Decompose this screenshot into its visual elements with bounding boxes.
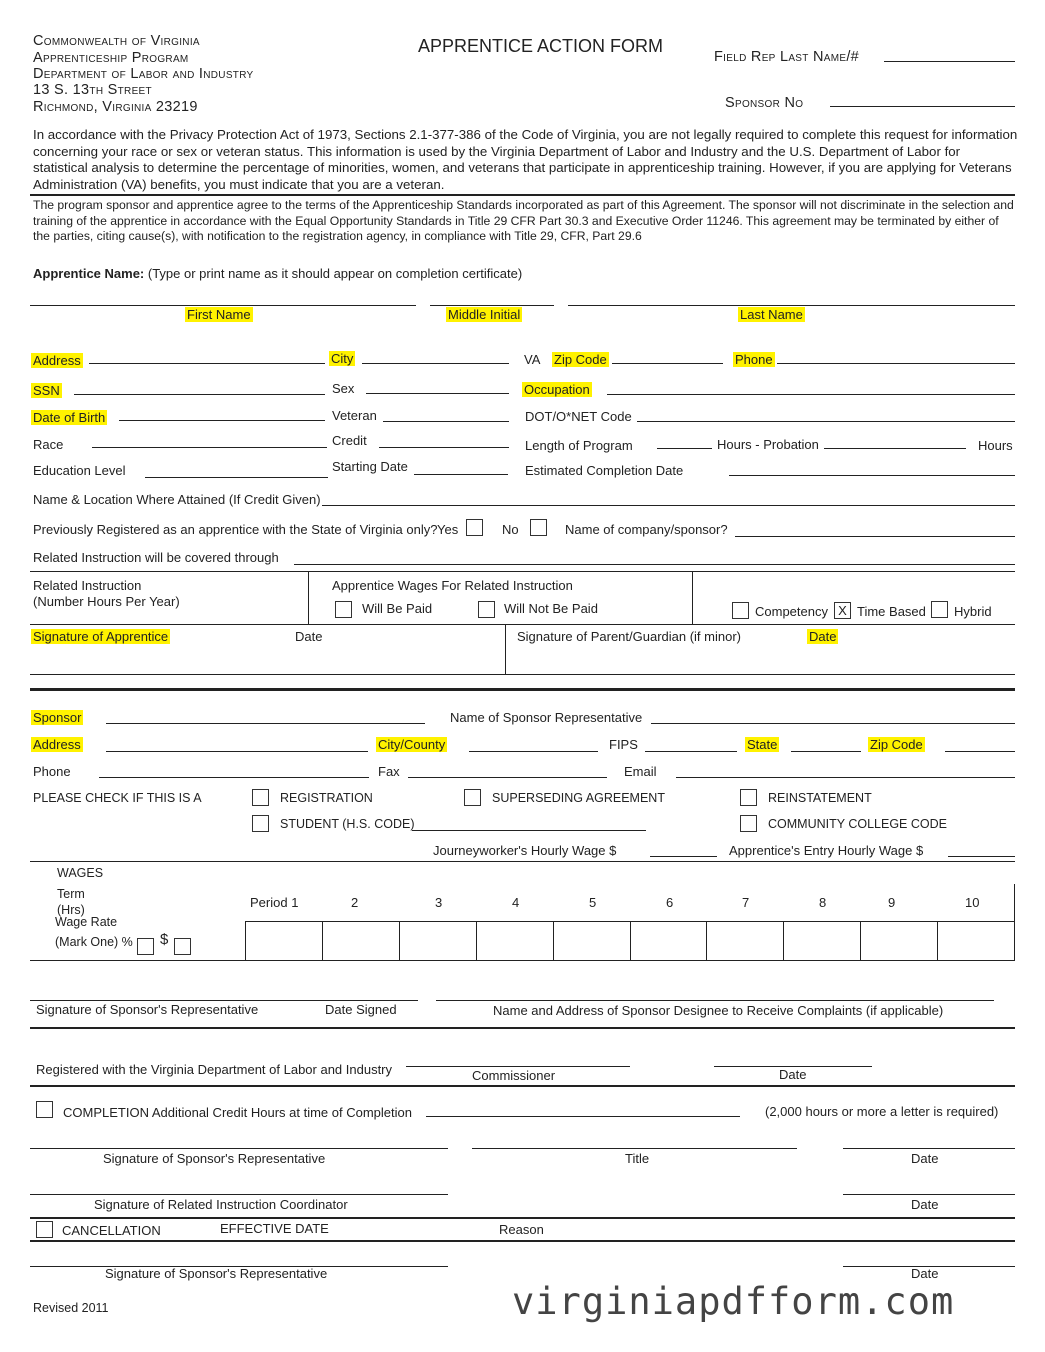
zip-input[interactable]	[612, 363, 723, 364]
wage-cell-divider	[245, 921, 246, 960]
agency-line-1: Commonwealth of Virginia	[33, 33, 200, 49]
box-divider-2	[692, 572, 693, 624]
ri-coordinator-label: Signature of Related Instruction Coordinator	[94, 1197, 348, 1212]
sponsor-phone-input[interactable]	[99, 777, 369, 778]
apprentice-name-title: Apprentice Name:	[33, 266, 145, 281]
wage-row-bottom	[30, 960, 1015, 961]
sponsor-zip-input[interactable]	[945, 751, 1015, 752]
mark-one-label: (Mark One) %	[55, 935, 133, 949]
dot-label: DOT/O*NET Code	[525, 409, 632, 424]
city-label: City	[331, 351, 354, 366]
sponsor-address-label: Address	[33, 737, 81, 752]
check-if-label: PLEASE CHECK IF THIS IS A	[33, 791, 202, 805]
sig-parent-label: Signature of Parent/Guardian (if minor)	[517, 629, 741, 644]
race-label: Race	[33, 437, 64, 452]
will-not-be-paid-label: Will Not Be Paid	[504, 601, 598, 616]
fax-input[interactable]	[408, 777, 607, 778]
period-7-label: 7	[742, 895, 750, 910]
commissioner-date-label: Date	[779, 1067, 807, 1082]
sponsor-no-input[interactable]	[830, 106, 1015, 107]
rep-name-input[interactable]	[651, 723, 1015, 724]
dollar-checkbox[interactable]	[174, 938, 191, 955]
last-name-label: Last Name	[740, 307, 803, 322]
est-completion-input[interactable]	[729, 475, 1015, 476]
sig-parent-date-label: Date	[809, 629, 837, 644]
hours-probation-label: Hours - Probation	[717, 437, 819, 452]
student-code-input[interactable]	[412, 830, 646, 831]
entry-wage-label: Apprentice's Entry Hourly Wage $	[729, 843, 924, 858]
completion-title-line[interactable]	[472, 1148, 797, 1149]
city-county-label: City/County	[378, 737, 446, 752]
veteran-label: Veteran	[332, 408, 377, 423]
wage-cell-divider	[937, 921, 938, 960]
period-2-label: 2	[351, 895, 359, 910]
period-9-label: 9	[888, 895, 896, 910]
wage-cell-divider	[476, 921, 477, 960]
wage-cell-divider	[322, 921, 323, 960]
sponsor-address-input[interactable]	[106, 751, 368, 752]
time-based-checkbox[interactable]: X	[834, 602, 851, 619]
date-signed-label: Date Signed	[325, 1002, 397, 1017]
percent-checkbox[interactable]	[137, 938, 154, 955]
apprentice-name-label	[33, 266, 522, 281]
agreement-notice: The program sponsor and apprentice agree to the terms of the Apprenticeship Standards incorporated as part of this Agreement. The sponsor will not discriminate in the selection and training of the apprentice in accordance with the Equal Opportunity Standards in Title 29 CFR Part 30.3 and Executive Order 11246. This agreement may be terminated by either of the parties, citing cause(s), with notification to the registration agency, in compliance with Title 29, CFR, Part 29.6	[33, 198, 1014, 243]
apprentice-name-hint: (Type or print name as it should appear on completion certificate)	[147, 266, 523, 281]
period-1-label: Period 1	[250, 895, 299, 910]
zip-label: Zip Code	[554, 352, 607, 367]
student-checkbox[interactable]	[252, 815, 269, 832]
section-divider-5	[30, 1240, 1015, 1242]
address-input[interactable]	[89, 363, 325, 364]
superseding-checkbox[interactable]	[464, 789, 481, 806]
competency-label: Competency	[755, 604, 828, 619]
completion-checkbox[interactable]	[36, 1101, 53, 1118]
related-covered-input[interactable]	[294, 564, 1015, 565]
time-based-label: Time Based	[857, 604, 926, 619]
completion-date-line[interactable]	[843, 1148, 1015, 1149]
wages-top-line	[30, 861, 1015, 862]
veteran-input[interactable]	[383, 421, 509, 422]
term-label: Term	[57, 887, 85, 901]
last-name-input[interactable]	[568, 305, 1015, 306]
form-title: APPRENTICE ACTION FORM	[418, 36, 664, 56]
hybrid-label: Hybrid	[954, 604, 992, 619]
sponsor-input[interactable]	[106, 723, 425, 724]
completion-date-label: Date	[911, 1151, 939, 1166]
section-divider	[30, 688, 1015, 691]
registration-checkbox[interactable]	[252, 789, 269, 806]
email-label: Email	[624, 764, 657, 779]
phone-label: Phone	[735, 352, 773, 367]
state-va-label: VA	[524, 352, 541, 367]
section-divider-4	[30, 1217, 1015, 1219]
credit-input[interactable]	[379, 447, 509, 448]
sig-apprentice-label: Signature of Apprentice	[33, 629, 169, 644]
name-location-input[interactable]	[322, 505, 1015, 506]
sponsor-state-input[interactable]	[791, 751, 861, 752]
field-rep-input[interactable]	[884, 61, 1015, 62]
designee-line[interactable]	[436, 1000, 994, 1001]
middle-initial-input[interactable]	[430, 305, 554, 306]
revised-label: Revised 2011	[33, 1301, 109, 1315]
will-not-be-paid-checkbox[interactable]	[478, 601, 495, 618]
address-label: Address	[33, 353, 81, 368]
registered-with-label: Registered with the Virginia Department of Labor and Industry	[36, 1062, 393, 1077]
period-10-label: 10	[965, 895, 980, 910]
ri-coordinator-date-line[interactable]	[843, 1194, 1015, 1195]
company-sponsor-label: Name of company/sponsor?	[565, 522, 728, 537]
sig-bottom-line	[30, 674, 1015, 675]
wages-for-ri-label: Apprentice Wages For Related Instruction	[332, 578, 573, 593]
community-college-checkbox[interactable]	[740, 815, 757, 832]
length-label: Length of Program	[525, 438, 633, 453]
cancellation-checkbox[interactable]	[36, 1221, 53, 1238]
reinstatement-checkbox[interactable]	[740, 789, 757, 806]
prev-registered-label: Previously Registered as an apprentice with the State of Virginia only?	[33, 522, 438, 537]
sig-divider	[505, 625, 506, 674]
period-3-label: 3	[435, 895, 443, 910]
completion-sponsor-rep-label: Signature of Sponsor's Representative	[103, 1151, 326, 1166]
completion-label: COMPLETION Additional Credit Hours at time of Completion	[63, 1105, 412, 1120]
sponsor-zip-label: Zip Code	[870, 737, 923, 752]
completion-title-label: Title	[625, 1151, 650, 1166]
probation-input[interactable]	[824, 448, 966, 449]
wage-cell-divider	[706, 921, 707, 960]
sex-input[interactable]	[366, 393, 509, 394]
section-divider-3	[30, 1085, 1015, 1087]
wages-title: WAGES	[57, 866, 104, 880]
commissioner-label: Commissioner	[472, 1068, 556, 1083]
wage-cell-divider	[630, 921, 631, 960]
sponsor-phone-label: Phone	[33, 764, 71, 779]
wage-cell-divider	[860, 921, 861, 960]
education-input[interactable]	[145, 477, 328, 478]
section-top-line	[30, 571, 1015, 572]
ssn-label: SSN	[33, 383, 60, 398]
cancel-sponsor-rep-label: Signature of Sponsor's Representative	[105, 1266, 328, 1281]
completion-hours-input[interactable]	[426, 1116, 740, 1117]
agency-line-2: Apprenticeship Program	[33, 50, 189, 66]
period-6-label: 6	[666, 895, 674, 910]
hours-per-year-label: (Number Hours Per Year)	[33, 594, 180, 609]
divider	[30, 194, 1015, 196]
related-covered-label: Related Instruction will be covered through	[33, 550, 279, 565]
wage-rate-label: Wage Rate	[55, 915, 118, 929]
wages-right-edge	[1014, 884, 1015, 960]
rep-name-label: Name of Sponsor Representative	[450, 710, 643, 725]
sex-label: Sex	[332, 381, 355, 396]
hrs-label: (Hrs)	[57, 903, 85, 917]
commissioner-line[interactable]	[406, 1066, 630, 1067]
education-label: Education Level	[33, 463, 126, 478]
credit-label: Credit	[332, 433, 367, 448]
email-input[interactable]	[676, 777, 1015, 778]
registration-label: REGISTRATION	[280, 791, 373, 805]
occupation-label: Occupation	[524, 382, 590, 397]
prev-registered-yes-checkbox[interactable]	[466, 519, 483, 536]
est-completion-label: Estimated Completion Date	[525, 463, 684, 478]
reinstatement-label: REINSTATEMENT	[768, 791, 872, 805]
city-input[interactable]	[362, 363, 509, 364]
length-input[interactable]	[657, 448, 712, 449]
cancellation-label: CANCELLATION	[62, 1223, 161, 1238]
dot-input[interactable]	[637, 421, 1015, 422]
hours-label: Hours	[978, 438, 1013, 453]
no-label: No	[502, 522, 519, 537]
fax-label: Fax	[378, 764, 400, 779]
period-8-label: 8	[819, 895, 827, 910]
sponsor-rep-sig-label: Signature of Sponsor's Representative	[36, 1002, 259, 1017]
first-name-input[interactable]	[30, 305, 416, 306]
journey-wage-label: Journeyworker's Hourly Wage $	[433, 843, 617, 858]
fips-label: FIPS	[609, 737, 638, 752]
starting-date-input[interactable]	[414, 474, 508, 475]
entry-wage-input[interactable]	[948, 856, 1015, 857]
completion-sig-line[interactable]	[30, 1148, 448, 1149]
phone-input[interactable]	[777, 363, 1015, 364]
fips-input[interactable]	[645, 751, 737, 752]
effective-date-label: EFFECTIVE DATE	[220, 1221, 329, 1236]
agency-line-4: 13 S. 13th Street	[33, 82, 152, 98]
related-instruction-label: Related Instruction	[33, 578, 142, 593]
will-be-paid-label: Will Be Paid	[362, 601, 433, 616]
first-name-label: First Name	[187, 307, 251, 322]
student-label: STUDENT (H.S. CODE)	[280, 817, 415, 831]
will-be-paid-checkbox[interactable]	[335, 601, 352, 618]
field-rep-label: Field Rep Last Name/#	[714, 49, 860, 65]
middle-initial-label: Middle Initial	[448, 307, 521, 322]
dob-input[interactable]	[119, 420, 325, 421]
wage-cell-divider	[783, 921, 784, 960]
ssn-input[interactable]	[74, 394, 325, 395]
box-bottom-line	[30, 624, 1015, 625]
section-divider-2	[30, 1027, 1015, 1029]
company-sponsor-input[interactable]	[735, 536, 1015, 537]
sponsor-sig-line[interactable]	[30, 1000, 418, 1001]
period-5-label: 5	[589, 895, 597, 910]
ri-coordinator-line[interactable]	[30, 1194, 448, 1195]
yes-label: Yes	[437, 522, 459, 537]
cancel-date-label: Date	[911, 1266, 939, 1281]
agency-line-5: Richmond, Virginia 23219	[33, 99, 198, 115]
name-location-label: Name & Location Where Attained (If Credit Given)	[33, 492, 321, 507]
occupation-input[interactable]	[607, 394, 1015, 395]
wage-cell-divider	[399, 921, 400, 960]
sponsor-no-label: Sponsor No	[725, 95, 804, 111]
city-county-input[interactable]	[469, 751, 598, 752]
starting-date-label: Starting Date	[332, 459, 408, 474]
watermark: virginiapdfform.com	[512, 1280, 955, 1323]
completion-note: (2,000 hours or more a letter is required)	[765, 1104, 999, 1119]
journey-wage-input[interactable]	[650, 856, 717, 857]
reason-label: Reason	[499, 1222, 544, 1237]
dollar-sign: $	[160, 931, 169, 948]
privacy-notice: In accordance with the Privacy Protection Act of 1973, Sections 2.1-377-386 of the Code of Virginia, you are not legally required to complete this request for information concerning your race or sex or veteran status. This information is used by the Virginia Department of Labor and Industry and the U.S. Department of Labor for statistical analysis to determine the percentage of minorities, women, and veterans that participate in apprenticeship training. However, if you are applying for Veterans Administration (VA) benefits, you must indicate that you are a veteran.	[33, 127, 1018, 192]
period-4-label: 4	[512, 895, 520, 910]
sponsor-state-label: State	[747, 737, 778, 752]
hybrid-checkbox[interactable]	[931, 601, 948, 618]
designee-label: Name and Address of Sponsor Designee to Receive Complaints (if applicable)	[493, 1003, 944, 1018]
prev-registered-no-checkbox[interactable]	[530, 519, 547, 536]
competency-checkbox[interactable]	[732, 602, 749, 619]
sig-apprentice-date-label: Date	[295, 629, 323, 644]
dob-label: Date of Birth	[33, 410, 106, 425]
superseding-label: SUPERSEDING AGREEMENT	[492, 791, 665, 805]
wage-cell-divider	[553, 921, 554, 960]
community-college-label: COMMUNITY COLLEGE CODE	[768, 817, 947, 831]
agency-line-3: Department of Labor and Industry	[33, 66, 254, 82]
sponsor-label: Sponsor	[33, 710, 82, 725]
box-divider-1	[308, 572, 309, 624]
ri-coordinator-date-label: Date	[911, 1197, 939, 1212]
race-input[interactable]	[92, 447, 327, 448]
